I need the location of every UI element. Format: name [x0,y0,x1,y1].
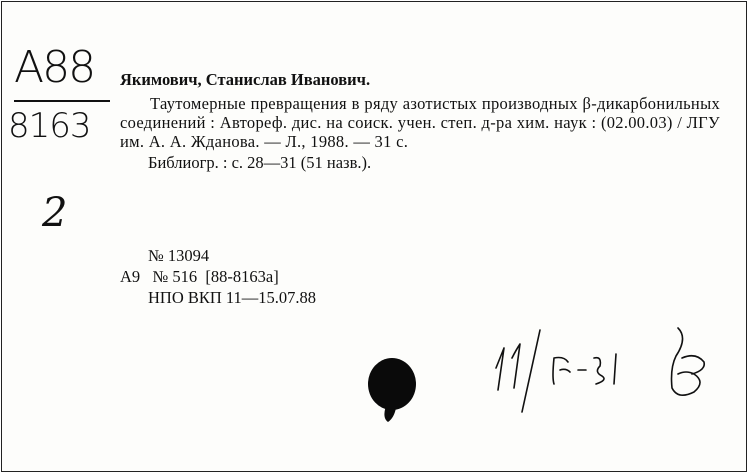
handwritten-mark: 2 [42,190,68,236]
inventory-number: № 13094 [148,246,210,265]
publisher-line: НПО ВКП 11—15.07.88 [148,288,317,307]
registration-line: А9 № 516 [88-8163а] [120,267,279,286]
call-number-top: А88 [14,42,95,93]
bibliography-note: Библиогр. : с. 28—31 (51 назв.). [148,153,372,172]
bibliographic-entry [120,70,720,172]
call-number-divider [14,100,110,102]
ink-blot-icon [366,356,426,426]
call-number-bottom: 8163 [8,106,91,146]
acquisition-block [120,245,316,308]
author-name: Якимович, Станислав Иванович. [120,70,371,89]
catalog-card [1,1,747,472]
title-description: Таутомерные превращения в ряду азотистых производных β-дикарбонильных соединений : Автореф. дис. на соиск. учен. степ. д-ра хим. наук : (02.00.03) / ЛГУ им. А. А. Жданова. — Л., 1988. — 31 с. [120,94,720,151]
handwritten-annotation-icon [482,318,732,418]
